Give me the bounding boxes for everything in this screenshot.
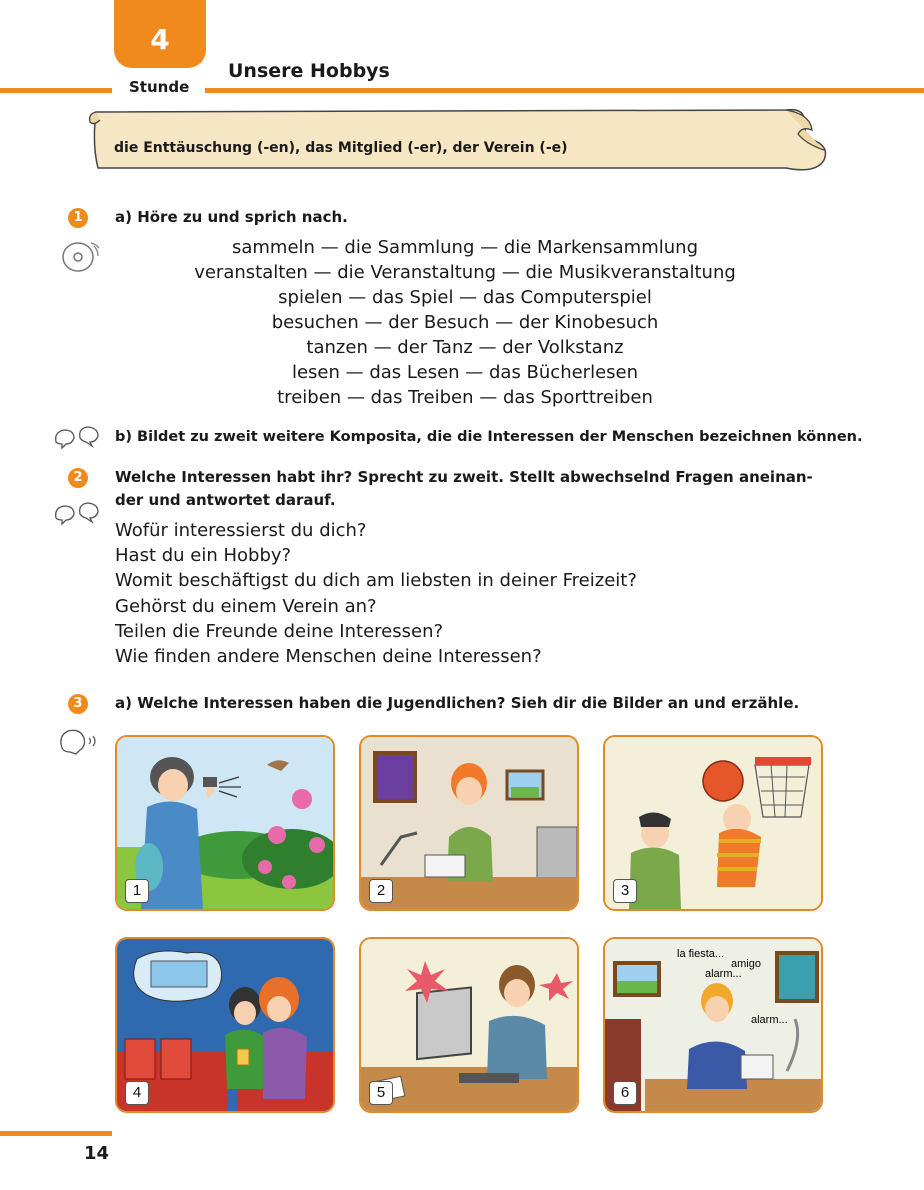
picture-1-birdwatching (115, 735, 335, 911)
picture-6-language-learning (603, 937, 823, 1113)
footer-rule (0, 1131, 112, 1136)
exercise-number-1: 1 (68, 208, 88, 228)
question-line: Gehörst du einem Verein an? (115, 596, 377, 617)
word-line: sammeln — die Sammlung — die Markensammlung (231, 237, 698, 258)
question-line: Teilen die Freunde deine Interessen? (115, 621, 444, 642)
question-line: Wie finden andere Menschen deine Interessen? (115, 646, 542, 667)
picture-number: 5 (369, 1081, 393, 1105)
word-line: treiben — das Treiben — das Sporttreiben (277, 387, 653, 408)
word-line: tanzen — der Tanz — der Volkstanz (306, 337, 624, 358)
picture-6-text: alarm... (705, 968, 742, 980)
picture-number: 1 (125, 879, 149, 903)
speaking-head-icon (56, 726, 100, 756)
picture-number: 3 (613, 879, 637, 903)
picture-6-text: la fiesta... (677, 948, 725, 960)
picture-4-cinema (115, 937, 335, 1113)
audio-cd-icon (58, 240, 102, 274)
picture-3-basketball (603, 735, 823, 911)
word-line: lesen — das Lesen — das Bücherlesen (291, 362, 639, 383)
exercise-3a-instruction: a) Welche Interessen haben die Jugendlichen? Sieh dir die Bilder an und erzähle. (115, 694, 800, 712)
picture-number: 6 (613, 1081, 637, 1105)
exercise-2-instruction-line1: Welche Interessen habt ihr? Sprecht zu zweit. Stellt abwechselnd Fragen aneinan- (115, 468, 813, 486)
lesson-number-tab: 4 (114, 0, 206, 68)
word-line: spielen — das Spiel — das Computerspiel (278, 287, 652, 308)
picture-5-computer-game (359, 937, 579, 1113)
question-line: Hast du ein Hobby? (115, 545, 292, 566)
exercise-1a-instruction: a) Höre zu und sprich nach. (115, 208, 348, 226)
exercise-number-3: 3 (68, 694, 88, 714)
pair-work-icon (52, 500, 102, 526)
picture-6-text: alarm... (751, 1014, 788, 1026)
pair-work-icon (52, 424, 102, 450)
picture-number: 2 (369, 879, 393, 903)
picture-number: 4 (125, 1081, 149, 1105)
lesson-label: Stunde (129, 78, 190, 96)
header-rule-right (205, 88, 924, 93)
page-title: Unsere Hobbys (228, 60, 390, 82)
word-line: veranstalten — die Veranstaltung — die Musikveranstaltung (194, 262, 736, 283)
page-number: 14 (84, 1143, 110, 1164)
vocabulary-line: die Enttäuschung (-en), das Mitglied (-er), der Verein (-e) (114, 140, 568, 156)
picture-6-text: amigo (731, 958, 761, 970)
question-line: Wofür interessierst du dich? (115, 520, 367, 541)
word-line: besuchen — der Besuch — der Kinobesuch (271, 312, 659, 333)
exercise-number-2: 2 (68, 468, 88, 488)
question-line: Womit beschäftigst du dich am liebsten in deiner Freizeit? (115, 570, 637, 591)
exercise-2-instruction-line2: der und antwortet darauf. (115, 491, 336, 509)
header-rule-left (0, 88, 112, 93)
exercise-1b-instruction: b) Bildet zu zweit weitere Komposita, die die Interessen der Menschen bezeichnen können. (115, 429, 863, 445)
picture-2-listening-music (359, 735, 579, 911)
